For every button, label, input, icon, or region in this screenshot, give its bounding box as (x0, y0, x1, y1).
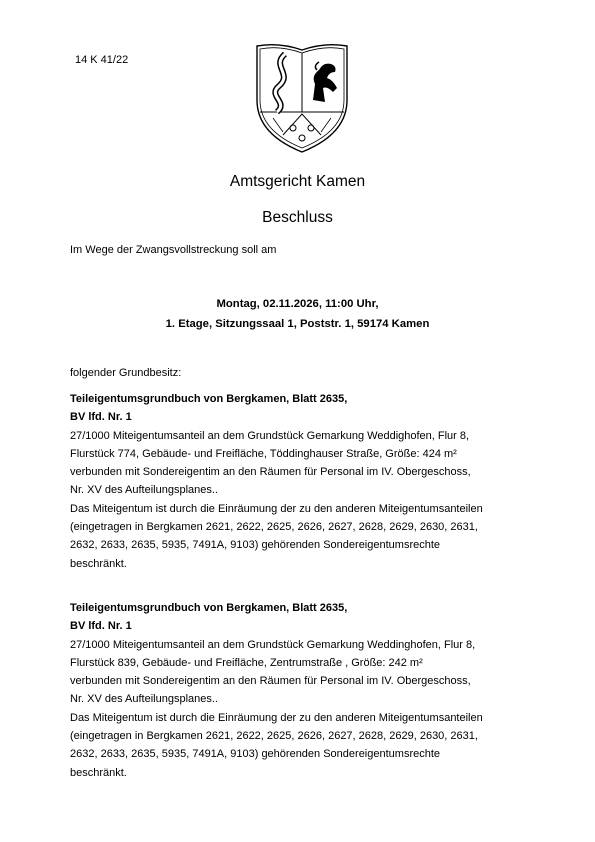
entry-line: 2632, 2633, 2635, 5935, 7491A, 9103) gehörenden Sondereigentumsrechte (70, 748, 441, 761)
file-number: 14 K 41/22 (75, 54, 129, 66)
entry-heading: Teileigentumsgrundbuch von Bergkamen, Blatt 2635, (70, 602, 348, 614)
state-coat-of-arms-icon (253, 40, 351, 155)
entry-line: verbunden mit Sondereigentim an den Räumen für Personal im IV. Obergeschoss, (70, 675, 471, 688)
entry-line: Nr. XV des Aufteilungsplanes.. (70, 693, 218, 706)
entry-line: verbunden mit Sondereigentim an den Räumen für Personal im IV. Obergeschoss, (70, 466, 471, 479)
property-label: folgender Grundbesitz: (70, 367, 182, 379)
entry-line: (eingetragen in Bergkamen 2621, 2622, 2625, 2626, 2627, 2628, 2629, 2630, 2631, (70, 521, 478, 534)
entry-line: Das Miteigentum ist durch die Einräumung der zu den anderen Miteigentumsanteilen (70, 502, 483, 515)
entry-bv: BV lfd. Nr. 1 (70, 411, 132, 424)
entry-line: Flurstück 839, Gebäude- und Freifläche, Zentrumstraße , Größe: 242 m² (70, 656, 423, 669)
entry-line: 27/1000 Miteigentumsanteil an dem Grundstück Gemarkung Weddinghofen, Flur 8, (70, 638, 476, 651)
auction-date: Montag, 02.11.2026, 11:00 Uhr, (216, 298, 379, 310)
auction-location: 1. Etage, Sitzungssaal 1, Poststr. 1, 59174 Kamen (165, 318, 430, 330)
property-entry (70, 390, 540, 573)
property-entry (70, 599, 540, 782)
entry-bv: BV lfd. Nr. 1 (70, 620, 132, 633)
entry-line: 27/1000 Miteigentumsanteil an dem Grundstück Gemarkung Weddighofen, Flur 8, (70, 429, 470, 442)
entry-line: beschränkt. (70, 557, 127, 570)
court-name: Amtsgericht Kamen (229, 173, 366, 190)
entry-line: 2632, 2633, 2635, 5935, 7491A, 9103) gehörenden Sondereigentumsrechte (70, 539, 441, 552)
entry-line: beschränkt. (70, 766, 127, 779)
document-title: Beschluss (262, 209, 333, 226)
entry-line: Das Miteigentum ist durch die Einräumung der zu den anderen Miteigentumsanteilen (70, 711, 483, 724)
entry-line: Nr. XV des Aufteilungsplanes.. (70, 484, 218, 497)
entry-line: (eingetragen in Bergkamen 2621, 2622, 2625, 2626, 2627, 2628, 2629, 2630, 2631, (70, 730, 478, 743)
auction-date-block (0, 294, 595, 334)
intro-text: Im Wege der Zwangsvollstreckung soll am (70, 244, 277, 256)
entry-heading: Teileigentumsgrundbuch von Bergkamen, Blatt 2635, (70, 393, 348, 405)
entry-line: Flurstück 774, Gebäude- und Freifläche, Töddinghauser Straße, Größe: 424 m² (70, 447, 457, 460)
